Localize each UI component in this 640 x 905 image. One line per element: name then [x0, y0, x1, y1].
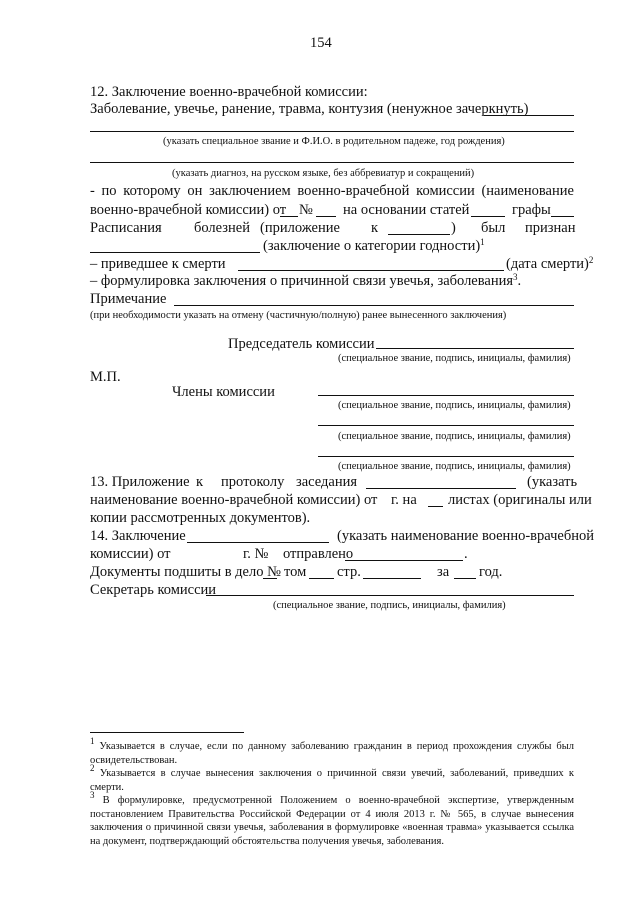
year-on-label: г. на	[391, 492, 417, 508]
period: .	[464, 546, 468, 562]
chairman-signature-field[interactable]	[376, 348, 574, 349]
member-2-hint: (специальное звание, подпись, инициалы, фамилия)	[338, 431, 571, 442]
commission-number-field[interactable]	[316, 216, 336, 217]
causal-link-label: – формулировка заключения о причинной связи увечья, заболевания$^3$.	[90, 272, 522, 289]
commission-from-label: военно-врачебной комиссии) от	[90, 202, 287, 218]
was-label: был	[481, 220, 506, 236]
secretary-hint: (специальное звание, подпись, инициалы, фамилия)	[273, 600, 506, 611]
to-label: к	[371, 220, 379, 236]
footnote-ref-2: 2	[588, 255, 594, 265]
note-label: Примечание	[90, 291, 167, 307]
specify-commission-label: (указать наименование военно-врачебной	[337, 528, 594, 544]
year-field[interactable]	[454, 578, 476, 579]
commission-date-field[interactable]	[280, 216, 298, 217]
specify-label: (указать	[527, 474, 578, 490]
secretary-signature-field[interactable]	[206, 595, 574, 596]
page-number: 154	[310, 35, 332, 51]
dash: -	[90, 183, 95, 199]
commission-name-label: наименование военно-врачебной комиссии) от	[90, 492, 378, 508]
member-2-signature-field[interactable]	[318, 425, 574, 426]
death-date-label: (дата смерти)$^2$	[506, 255, 594, 272]
fitness-category-label: (заключение о категории годности)$^1$	[263, 237, 485, 254]
meeting-field[interactable]	[366, 488, 516, 489]
chairman-label: Председатель комиссии	[228, 336, 375, 352]
members-label: Члены комиссии	[172, 384, 275, 400]
section-13-label: 13. Приложение	[90, 474, 190, 490]
conclusion-line-1	[90, 183, 574, 200]
note-field[interactable]	[174, 305, 574, 306]
member-1-signature-field[interactable]	[318, 395, 574, 396]
diagnosis-hint: (указать диагноз, на русском языке, без аббревиатур и сокращений)	[172, 168, 475, 179]
volume-field[interactable]	[309, 578, 334, 579]
column-label: графы	[512, 202, 551, 218]
close-paren: )	[451, 220, 456, 236]
note-hint: (при необходимости указать на отмену (частичную/полную) ранее вынесенного заключения)	[90, 310, 507, 321]
word: комиссии	[416, 183, 475, 199]
rank-name-hint: (указать специальное звание и Ф.И.О. в родительном падеже, год рождения)	[163, 136, 505, 147]
word: по	[101, 183, 117, 199]
articles-label: на основании статей	[343, 202, 470, 218]
year-number-label: г. №	[243, 546, 269, 562]
commission-from-label: комиссии) от	[90, 546, 171, 562]
led-to-death-field[interactable]	[238, 270, 504, 271]
to-label: к	[196, 474, 204, 490]
fitness-category-field[interactable]	[90, 252, 260, 253]
footnote-2: $^2$ Указывается в случае вынесения заключения о причинной связи увечий, заболеваний, приведших к смерти.	[90, 763, 574, 793]
for-label: за	[437, 564, 450, 580]
appendix-label: (приложение	[260, 220, 340, 236]
word: (наименование	[481, 183, 574, 199]
chairman-hint: (специальное звание, подпись, инициалы, фамилия)	[338, 353, 571, 364]
disease-type-field[interactable]	[484, 115, 574, 116]
footnote-ref-3: 3	[513, 272, 518, 282]
stamp-label: М.П.	[90, 369, 121, 385]
meeting-label: заседания	[296, 474, 358, 490]
pages-label: стр.	[337, 564, 361, 580]
filed-in-case-label: Документы подшиты в дело №	[90, 564, 281, 580]
word: он	[187, 183, 203, 199]
section-14-label: 14. Заключение	[90, 528, 186, 544]
sheets-label: листах (оригиналы или	[448, 492, 592, 508]
footnote-1: $^1$ Указывается в случае, если по данному заболеванию гражданин в период прохождения службы был освидетельствован.	[90, 736, 574, 766]
documents-copies-label: копии рассмотренных документов).	[90, 510, 311, 526]
secretary-label: Секретарь комиссии	[90, 582, 217, 598]
diagnosis-field[interactable]	[90, 162, 574, 163]
appendix-field[interactable]	[388, 234, 450, 235]
section-12-heading: 12. Заключение военно-врачебной комиссии:	[90, 84, 368, 100]
footnote-separator	[90, 732, 244, 733]
year-label: год.	[479, 564, 503, 580]
conclusion-field[interactable]	[187, 542, 329, 543]
member-1-hint: (специальное звание, подпись, инициалы, фамилия)	[338, 400, 571, 411]
column-field[interactable]	[551, 216, 574, 217]
word: военно-врачебной	[297, 183, 410, 199]
footnote-3: $^3$ В формулировке, предусмотренной Положением о военно-врачебной экспертизе, утвержденным постановлением Правительства Российской Федерации от 4 июля 2013 г. № 565, в случае вынесения заключения о причинной связи увечья, заболевания в формулировке «военная травма» указывается ссылка на документ, подтверждающий обстоятельства получения увечья, заболевания.	[90, 790, 574, 847]
member-3-signature-field[interactable]	[318, 456, 574, 457]
case-number-field[interactable]	[263, 578, 277, 579]
sheets-count-field[interactable]	[428, 506, 443, 507]
volume-label: том	[284, 564, 307, 580]
led-to-death-label: – приведшее к смерти	[90, 256, 226, 272]
protocol-label: протоколу	[221, 474, 285, 490]
articles-field[interactable]	[471, 216, 505, 217]
declared-label: признан	[525, 220, 576, 236]
word: которому	[123, 183, 181, 199]
pages-field[interactable]	[363, 578, 421, 579]
rank-name-field[interactable]	[90, 131, 574, 132]
sent-field[interactable]	[345, 560, 463, 561]
footnote-ref-1: 1	[480, 237, 485, 247]
schedule-label: Расписания	[90, 220, 162, 236]
word: заключением	[209, 183, 291, 199]
disease-type-label: Заболевание, увечье, ранение, травма, контузия (ненужное зачеркнуть)	[90, 101, 529, 117]
member-3-hint: (специальное звание, подпись, инициалы, фамилия)	[338, 461, 571, 472]
sent-label: отправлено	[283, 546, 354, 562]
number-sign: №	[299, 202, 313, 218]
diseases-label: болезней	[194, 220, 250, 236]
